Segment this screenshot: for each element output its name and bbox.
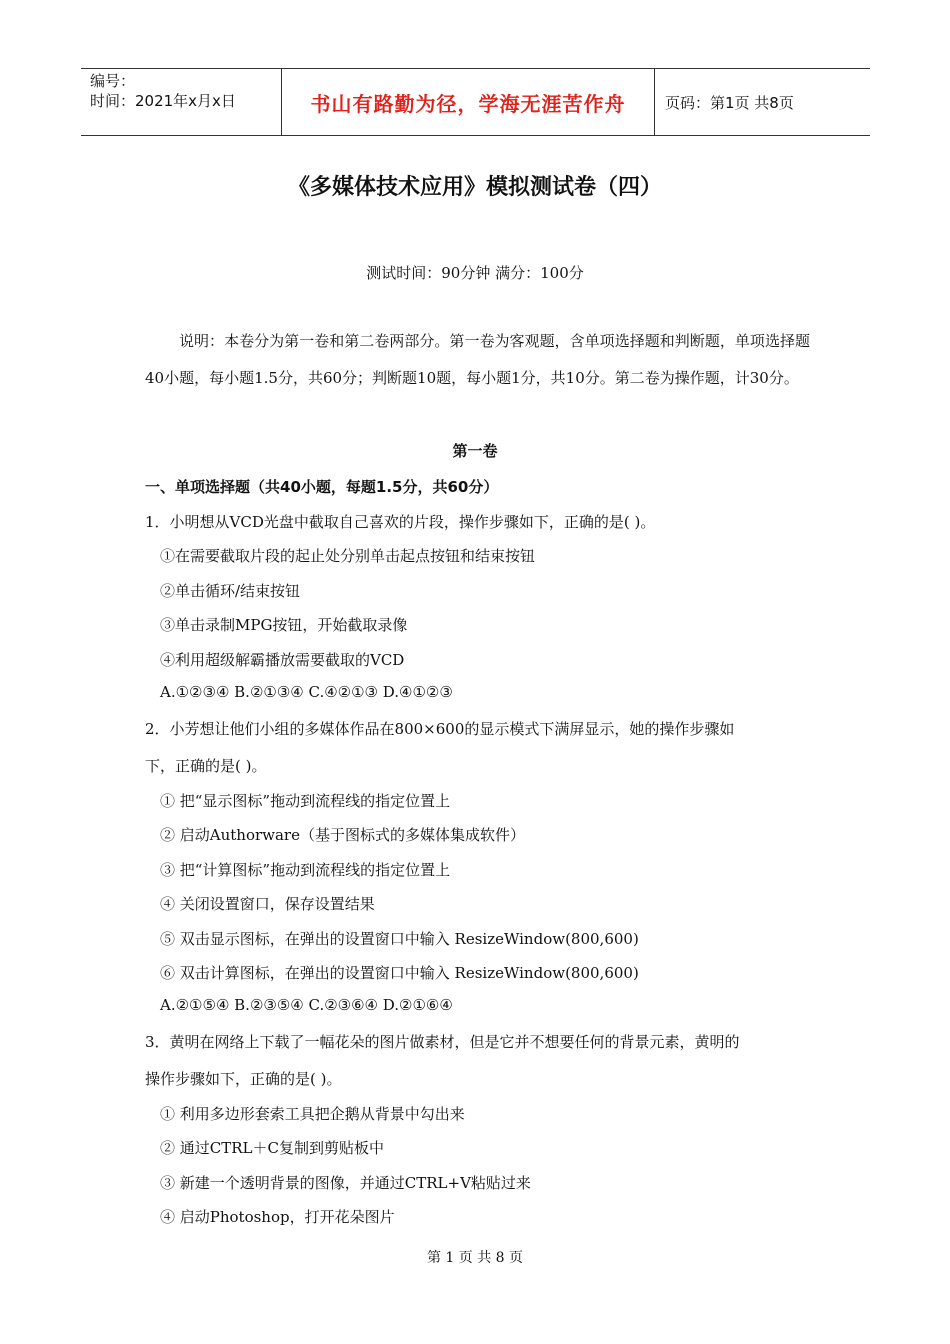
question-3-stem-continued: 操作步骤如下，正确的是( )。 (145, 1070, 342, 1088)
document-date: 时间：2021年x月x日 (90, 92, 236, 110)
header-page-info-cell (655, 69, 870, 135)
header-page-info: 页码：第1页 共8页 (665, 93, 794, 112)
question-2-step: ⑥ 双击计算图标，在弹出的设置窗口中输入 ResizeWindow(800,600) (160, 964, 639, 982)
question-1-step: ③单击录制MPG按钮，开始截取录像 (160, 616, 408, 634)
question-2-options: A.②①⑤④ B.②③⑤④ C.②③⑥④ D.②①⑥④ (160, 996, 453, 1014)
volume-heading: 第一卷 (452, 442, 498, 460)
question-2-step: ④ 关闭设置窗口，保存设置结果 (160, 895, 375, 913)
exam-info: 测试时间：90分钟 满分：100分 (366, 264, 584, 282)
instructions-paragraph: 说明：本卷分为第一卷和第二卷两部分。第一卷为客观题，含单项选择题和判断题，单项选择题40小题，每小题1.5分，共60分；判断题10题，每小题1分，共10分。第二卷为操作题，计30分。 (145, 332, 810, 387)
page-header (81, 68, 870, 136)
question-3-step: ④ 启动Photoshop，打开花朵图片 (160, 1208, 395, 1226)
question-2-stem: 2．小芳想让他们小组的多媒体作品在800×600的显示模式下满屏显示，她的操作步骤如 (145, 720, 735, 738)
question-3-step: ② 通过CTRL＋C复制到剪贴板中 (160, 1139, 384, 1157)
question-2-stem-continued: 下，正确的是( )。 (145, 757, 267, 775)
question-1-step: ①在需要截取片段的起止处分别单击起点按钮和结束按钮 (160, 547, 536, 565)
question-2-step: ⑤ 双击显示图标，在弹出的设置窗口中输入 ResizeWindow(800,600) (160, 930, 639, 948)
header-motto-cell (281, 69, 655, 135)
page-footer: 第 1 页 共 8 页 (426, 1250, 524, 1266)
question-3-step: ③ 新建一个透明背景的图像，并通过CTRL+V粘贴过来 (160, 1174, 531, 1192)
page-title: 《多媒体技术应用》模拟测试卷（四） (287, 175, 662, 200)
header-meta (81, 69, 281, 135)
question-3-stem: 3．黄明在网络上下载了一幅花朵的图片做素材，但是它并不想要任何的背景元素，黄明的 (145, 1033, 740, 1051)
question-2-step: ① 把“显示图标”拖动到流程线的指定位置上 (160, 792, 451, 810)
question-2-step: ② 启动Authorware（基于图标式的多媒体集成软件） (160, 826, 525, 844)
question-1-stem: 1．小明想从VCD光盘中截取自己喜欢的片段，操作步骤如下，正确的是( )。 (145, 513, 656, 531)
question-2-step: ③ 把“计算图标”拖动到流程线的指定位置上 (160, 861, 451, 879)
header-motto: 书山有路勤为径，学海无涯苦作舟 (310, 91, 626, 116)
question-1-options: A.①②③④ B.②①③④ C.④②①③ D.④①②③ (160, 683, 453, 701)
question-1-step: ④利用超级解霸播放需要截取的VCD (160, 651, 405, 669)
document-number: 编号： (90, 72, 136, 90)
question-1-step: ②单击循环/结束按钮 (160, 582, 301, 600)
question-3-step: ① 利用多边形套索工具把企鹅从背景中勾出来 (160, 1105, 465, 1123)
section-heading: 一、单项选择题（共40小题，每题1.5分，共60分） (145, 478, 499, 496)
